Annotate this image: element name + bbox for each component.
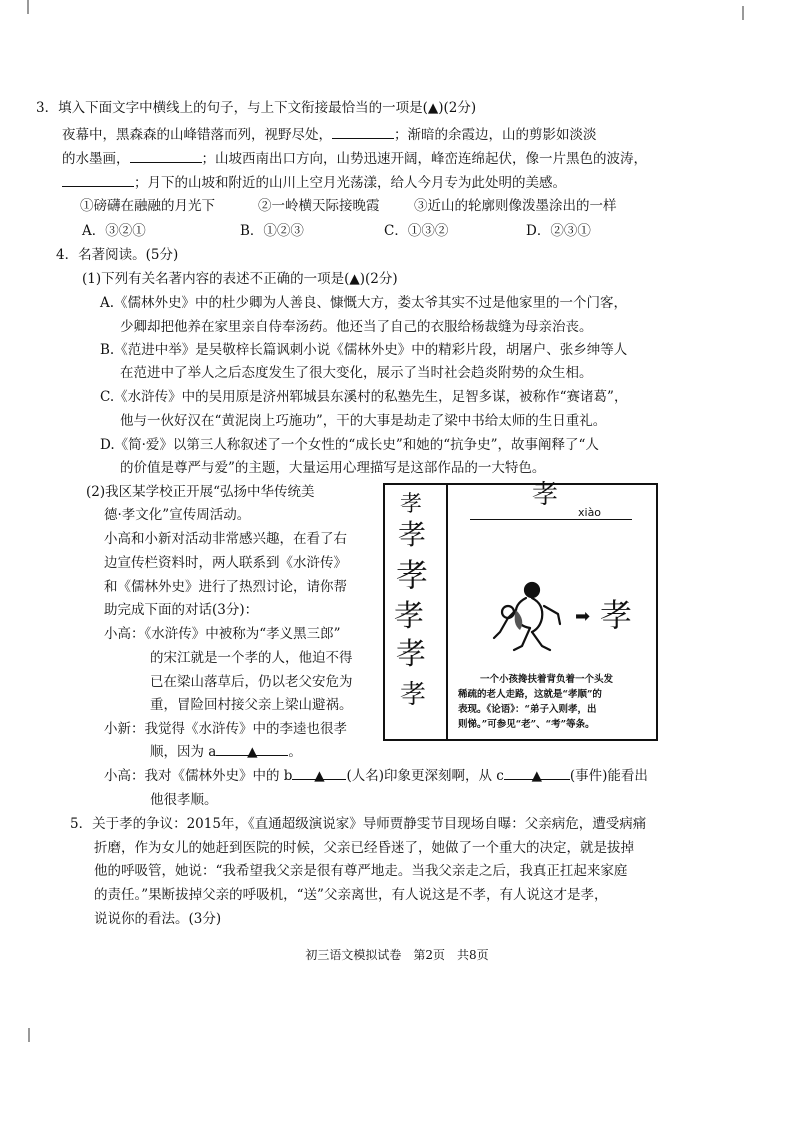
arrow-icon: ➡ bbox=[575, 606, 591, 627]
q4-option-b-line2: 在范进中了举人之后态度发生了很大变化，展示了当时社会趋炎附势的众生相。 bbox=[120, 365, 593, 381]
dialog-xiaogao-1: 小高：《水浒传》中被称为“孝义黑三郎” bbox=[104, 626, 341, 642]
calligraphy-char-5: 孝 bbox=[396, 637, 426, 672]
q3-line1-text-b: ；渐暗的余霞边，山的剪影如淡淡 bbox=[394, 127, 597, 143]
answer-blank-b[interactable] bbox=[292, 765, 346, 784]
poster-pinyin: xiào bbox=[578, 506, 602, 519]
q3-line2-text-b: ；山坡西南出口方向，山势迅速开阔，峰峦连绵起伏，像一片黑色的波涛， bbox=[201, 151, 647, 167]
answer-blank-c-marker: ▲ bbox=[531, 768, 543, 784]
q3-line3 bbox=[62, 172, 566, 194]
calligraphy-char-6: 孝 bbox=[400, 680, 427, 710]
q5-line4: 的责任。”果断拔掉父亲的呼吸机，“送”父亲离世，有人说这是不孝，有人说这才是孝， bbox=[94, 887, 608, 903]
page-footer: 初三语文模拟试卷 第2页 共8页 bbox=[305, 948, 489, 962]
q4-title: 4．名著阅读。(5分) bbox=[56, 247, 179, 263]
dialog-xiaogao-4: 重，冒险回村接父亲上梁山避祸。 bbox=[150, 697, 353, 713]
dialog-xiaogao-5-text-c: (事件)能看出 bbox=[569, 768, 648, 784]
q4-para-line1: 小高和小新对活动非常感兴趣，在看了右 bbox=[104, 531, 347, 547]
dialog-xiaogao-3: 已在梁山落草后，仍以老父安危为 bbox=[150, 674, 353, 690]
scan-mark-left bbox=[28, 1028, 30, 1042]
q3-stem: 3．填入下面文字中横线上的句子，与上下文衔接最恰当的一项是(▲)(2分) bbox=[36, 100, 477, 116]
q3-blank-3[interactable] bbox=[62, 172, 134, 187]
poster-caption-1: 一个小孩搀扶着背负着一个头发 bbox=[480, 674, 614, 685]
q3-choice-d[interactable]: D．②③① bbox=[526, 223, 591, 239]
poster-caption-3: 表现。《论语》：“弟子入则孝，出 bbox=[458, 704, 597, 715]
q4-sub2-line2: 德·孝文化”宣传周活动。 bbox=[104, 507, 251, 523]
q4-option-c-line2: 他与一伙好汉在“黄泥岗上巧施功”，干的大事是劫走了梁中书给太师的生日重礼。 bbox=[120, 413, 607, 429]
answer-blank-a-marker: ▲ bbox=[247, 744, 258, 760]
q3-option-3: ③近山的轮廓则像泼墨涂出的一样 bbox=[414, 198, 617, 214]
q3-line3-text: ；月下的山坡和附近的山川上空月光荡漾，给人今月专为此处明的美感。 bbox=[134, 175, 566, 191]
q4-option-d-line2: 的价值是尊严与爱”的主题，大量运用心理描写是这部作品的一大特色。 bbox=[120, 460, 546, 476]
calligraphy-char-2: 孝 bbox=[398, 518, 427, 551]
q3-line1-text-a: 夜幕中，黑森森的山峰错落而列，视野尽处， bbox=[62, 127, 332, 143]
dialog-xiaoxin-2-text: 顺，因为 a bbox=[150, 744, 217, 760]
dialog-xiaogao-2: 的宋江就是一个孝的人，他迫不得 bbox=[150, 650, 353, 666]
poster-head-char: 孝 bbox=[532, 480, 559, 510]
q4-para-line2: 边宣传栏资料时，两人联系到《水浒传》 bbox=[104, 555, 347, 571]
q3-blank-1[interactable] bbox=[332, 124, 394, 139]
elder-carry-illustration bbox=[486, 580, 572, 656]
q4-option-a-line2: 少卿却把他养在家里亲自侍奉汤药。他还当了自己的衣服给杨裁缝为母亲治丧。 bbox=[120, 319, 593, 335]
q4-option-c-line1[interactable]: C.《水浒传》中的吴用原是济州郓城县东溪村的私塾先生，足智多谋，被称作“赛诸葛”， bbox=[100, 389, 628, 405]
q5-line3: 他的呼吸管，她说：“我希望我父亲是很有尊严地走。当我父亲走之后，我真正扛起来家庭 bbox=[94, 863, 628, 879]
dialog-xiaoxin-1: 小新：我觉得《水浒传》中的李逵也很孝 bbox=[104, 721, 347, 737]
q5-line1: 5．关于孝的争议：2015年，《直通超级演说家》导师贾静雯节目现场自曝：父亲病危，遭受病痛 bbox=[70, 816, 647, 832]
scan-mark-top-left bbox=[27, 0, 29, 14]
dialog-xiaogao-5-text-b: (人名)印象更深刻啊，从 c bbox=[346, 768, 504, 784]
poster-head-rule bbox=[470, 519, 632, 520]
answer-blank-c[interactable] bbox=[504, 765, 570, 784]
q4-option-b-line1[interactable]: B.《范进中举》是吴敬梓长篇讽刺小说《儒林外史》中的精彩片段，胡屠户、张乡绅等人 bbox=[100, 342, 628, 358]
calligraphy-char-1: 孝 bbox=[400, 492, 423, 517]
q5-line5: 说说你的看法。(3分) bbox=[94, 911, 222, 927]
calligraphy-char-3: 孝 bbox=[396, 556, 429, 594]
poster-caption-4: 则悌。”可参见“老”、“考”等条。 bbox=[458, 719, 595, 730]
dialog-xiaoxin-2-end: 。 bbox=[288, 744, 302, 760]
q4-option-a-line1[interactable]: A.《儒林外史》中的杜少卿为人善良、慷慨大方，娄太爷其实不过是他家里的一个门客， bbox=[100, 295, 628, 311]
q3-line2 bbox=[62, 148, 647, 170]
q4-option-d-line1[interactable]: D.《简·爱》以第三人称叙述了一个女性的“成长史”和她的“抗争史”，故事阐释了“人 bbox=[100, 437, 599, 453]
q4-para-line3: 和《儒林外史》进行了热烈讨论，请你帮 bbox=[104, 579, 347, 595]
q5-line2: 折磨，作为女儿的她赶到医院的时候，父亲已经昏迷了，她做了一个重大的决定，就是拔掉 bbox=[94, 840, 634, 856]
q3-choice-c[interactable]: C．①③② bbox=[384, 223, 449, 239]
dialog-xiaogao-5 bbox=[104, 765, 648, 787]
calligraphy-char-4: 孝 bbox=[394, 599, 424, 634]
q4-sub2-line1: (2)我区某学校正开展“弘扬中华传统美 bbox=[86, 484, 315, 500]
dialog-xiaoxin-2 bbox=[150, 741, 302, 763]
answer-blank-b-marker: ▲ bbox=[314, 768, 325, 784]
poster-divider bbox=[446, 483, 448, 741]
poster-caption-2: 稀疏的老人走路，这就是“孝顺”的 bbox=[458, 689, 602, 700]
q3-blank-2[interactable] bbox=[130, 148, 202, 163]
dialog-xiaogao-6: 他很孝顺。 bbox=[150, 792, 218, 808]
q4-sub1: (1)下列有关名著内容的表述不正确的一项是(▲)(2分) bbox=[82, 271, 398, 287]
q3-option-1: ①磅礴在融融的月光下 bbox=[80, 198, 215, 214]
q3-choice-b[interactable]: B．①②③ bbox=[240, 223, 304, 239]
q3-line2-text-a: 的水墨画， bbox=[62, 151, 130, 167]
scan-mark-top-right bbox=[742, 6, 744, 20]
q3-option-2: ②一岭横天际接晚霞 bbox=[258, 198, 380, 214]
dialog-xiaogao-5-text-a: 小高：我对《儒林外史》中的 b bbox=[104, 768, 293, 784]
poster-glyph-char: 孝 bbox=[600, 596, 633, 634]
q4-para-line4: 助完成下面的对话(3分)： bbox=[104, 602, 259, 618]
q3-choice-a[interactable]: A．③②① bbox=[82, 223, 146, 239]
q3-line1 bbox=[62, 124, 597, 146]
answer-blank-a[interactable] bbox=[216, 741, 288, 760]
